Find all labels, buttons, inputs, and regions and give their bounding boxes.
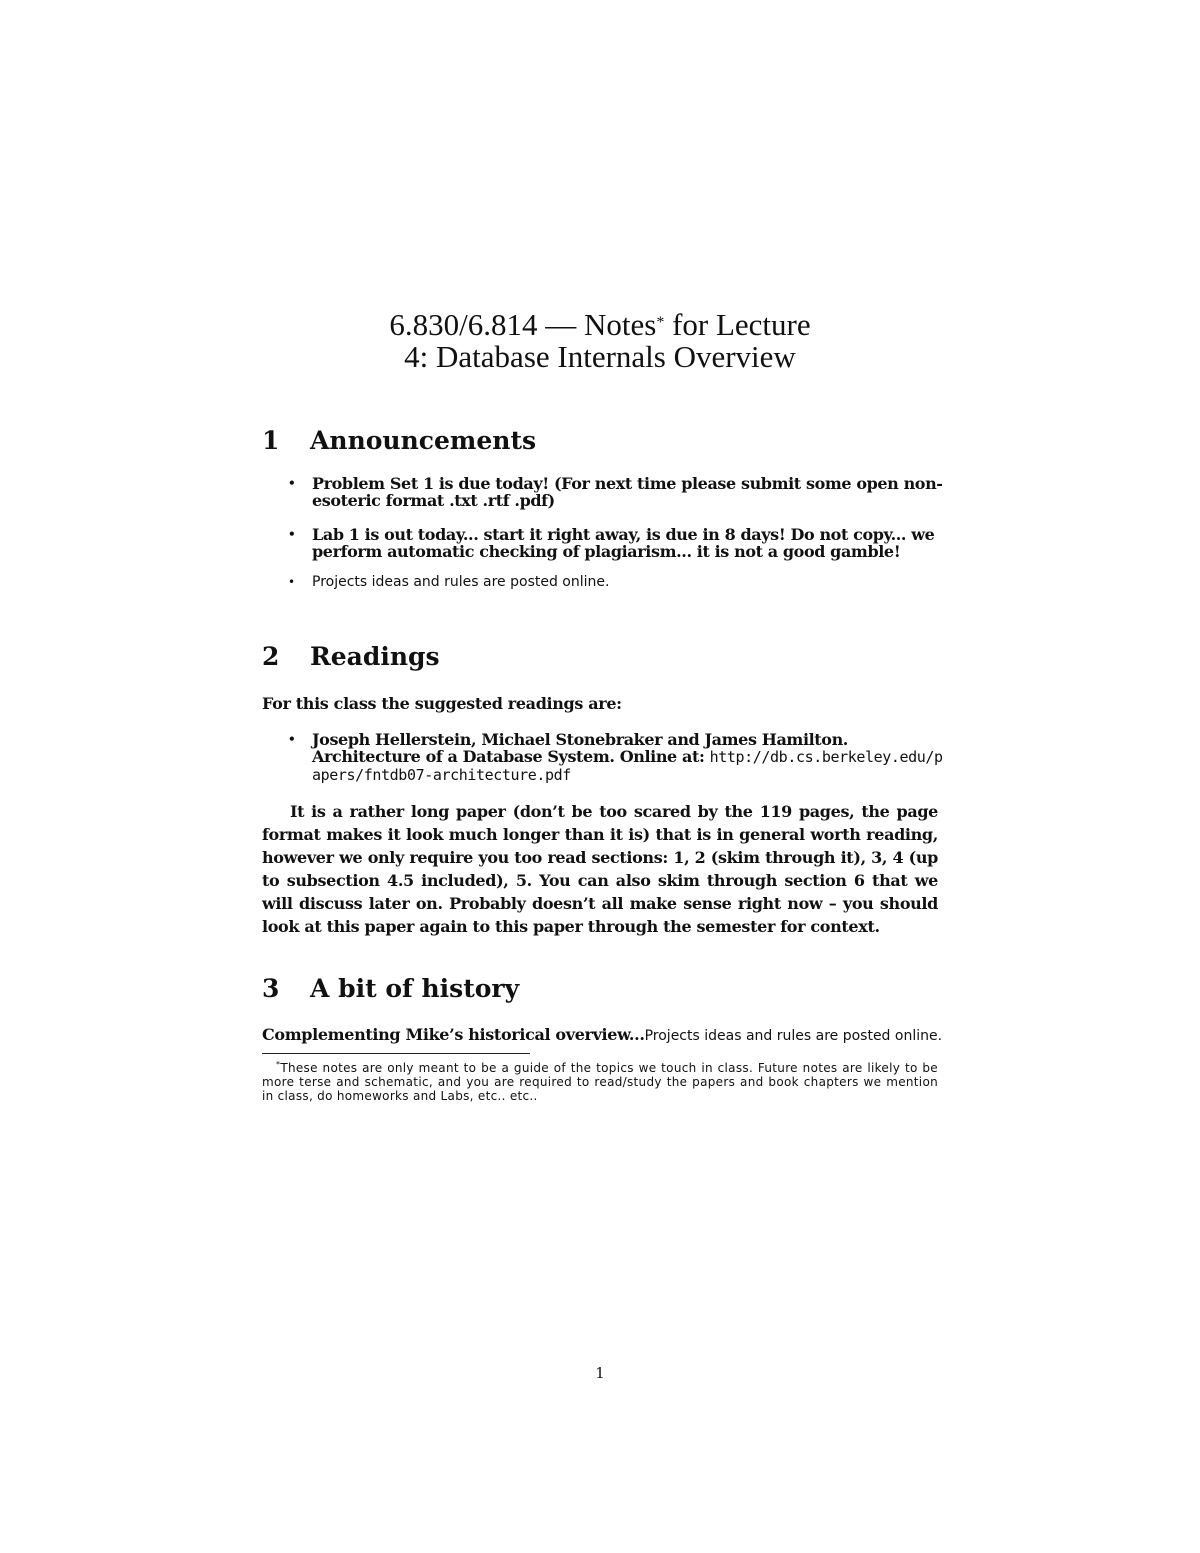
section-number: 3: [262, 974, 280, 1003]
page-number: 1: [595, 1364, 605, 1382]
footnote-divider: [262, 1053, 530, 1054]
bullet-icon: •: [288, 732, 296, 746]
section-heading-announcements: [262, 426, 536, 456]
section-number: 2: [262, 642, 280, 671]
list-item: [288, 574, 948, 591]
history-paragraph: [262, 1023, 962, 1046]
readings-list: [288, 731, 948, 784]
title-line-2: 4: Database Internals Overview: [404, 339, 796, 374]
bullet-icon: •: [288, 476, 296, 490]
list-item: [288, 731, 948, 784]
list-item: [288, 475, 948, 509]
list-item-text: Projects ideas and rules are posted online.: [312, 574, 610, 590]
section-title: Readings: [310, 642, 440, 671]
document-title: [260, 309, 940, 373]
footnote-mark: *: [276, 1060, 281, 1069]
title-line-1: 6.830/6.814 — Notes: [389, 307, 657, 342]
history-tail: Projects ideas and rules are posted online.: [644, 1028, 943, 1044]
bullet-icon: •: [288, 527, 296, 541]
list-item-text: Problem Set 1 is due today! (For next time please submit some open non-esoteric format .txt .rtf .pdf): [312, 474, 943, 510]
section-title: A bit of history: [310, 974, 520, 1003]
title-footnote-mark: *: [656, 314, 665, 331]
section-heading-history: [262, 974, 519, 1004]
readings-paragraph: It is a rather long paper (don’t be too scared by the 119 pages, the page format makes it look much longer than it is) that is in general worth reading, however we only require you too read sections: 1, 2 (skim through it), 3, 4 (up to subsection 4.5 included), 5. You can also skim through section 6 that we will discuss later on. Probably doesn’t all make sense right now – you should look at this paper again to this paper through the semester for context.: [262, 802, 938, 936]
reading-link[interactable]: http://db.cs.berkeley.edu/papers/fntdb07-architecture.pdf: [312, 748, 943, 784]
title-line-1-end: for Lecture: [664, 307, 811, 342]
reading-citation: Joseph Hellerstein, Michael Stonebraker and James Hamilton. Architecture of a Database System. Online at:: [312, 730, 848, 766]
section-number: 1: [262, 426, 280, 455]
bullet-icon: •: [288, 575, 296, 589]
list-item-text: Lab 1 is out today... start it right away, is due in 8 days! Do not copy... we perform automatic checking of plagiarism... it is not a good gamble!: [312, 525, 935, 561]
readings-intro: For this class the suggested readings are:: [262, 694, 622, 713]
list-item: [288, 526, 948, 560]
history-lead: Complementing Mike’s historical overview...: [262, 1025, 645, 1044]
section-title: Announcements: [310, 426, 537, 455]
announcements-list: [288, 475, 948, 591]
footnote-text: These notes are only meant to be a guide of the topics we touch in class. Future notes are likely to be more terse and schematic, and you are required to read/study the papers and book chapters we mention in class, do homeworks and Labs, etc.. etc..: [262, 1061, 938, 1103]
section-heading-readings: [262, 642, 440, 672]
footnote: [262, 1058, 938, 1103]
